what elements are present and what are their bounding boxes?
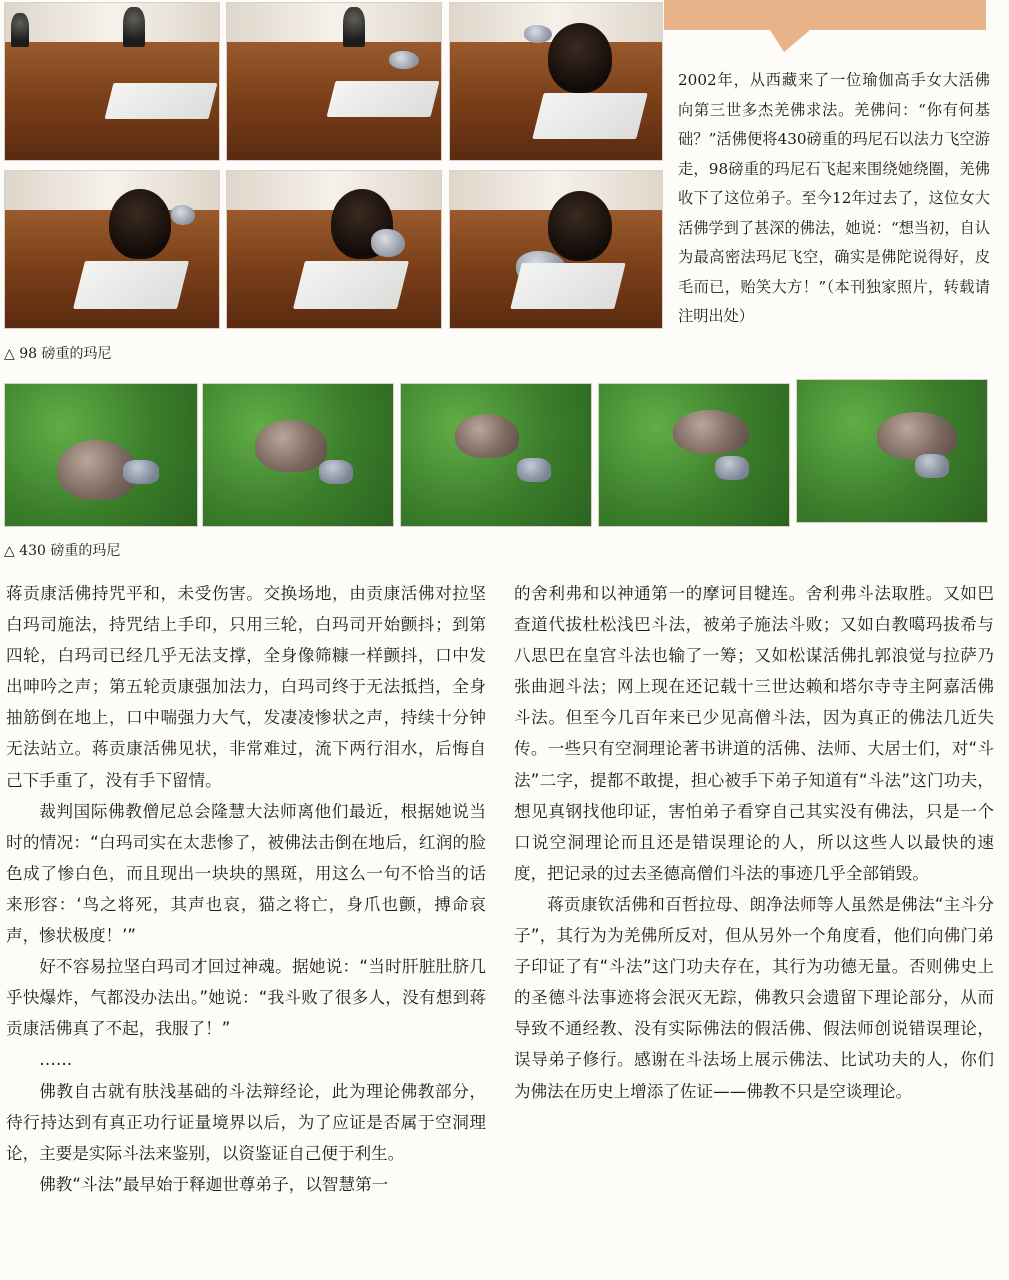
photo-98lb-3 bbox=[449, 2, 663, 161]
photo-98lb-2 bbox=[226, 2, 442, 161]
photo-430lb-3 bbox=[400, 383, 592, 527]
photo-story-caption: 2002年，从西藏来了一位瑜伽高手女大活佛向第三世多杰羌佛求法。羌佛问：“你有何基础？”活佛便将430磅重的玛尼石以法力飞空游走，98磅重的玛尼石飞起来围绕她绕圈，羌佛收下了这位弟子。至今12年过去了，这位女大活佛学到了甚深的佛法，她说：“想当初，自认为最高密法玛尼飞空，确实是佛陀说得好，皮毛而已，贻笑大方！”（本刊独家照片，转载请注明出处） bbox=[678, 71, 990, 325]
photo-98lb-4 bbox=[4, 170, 220, 329]
left-paragraph: 佛教“斗法”最早始于释迦世尊弟子，以智慧第一 bbox=[39, 1174, 389, 1194]
left-paragraph: 好不容易拉坚白玛司才回过神魂。据她说：“当时肝脏肚脐几乎快爆炸，气都没办法出。”她说：“我斗败了很多人，没有想到蒋贡康活佛真了不起，我服了！” bbox=[6, 957, 486, 1039]
caption-98lb: △ 98 磅重的玛尼 bbox=[4, 346, 112, 362]
left-paragraph: 裁判国际佛教僧尼总会隆慧大法师离他们最近，根据她说当时的情况：“白玛司实在太悲惨了，被佛法击倒在地后，红润的脸色成了惨白色，而且现出一块块的黑斑，用这么一句不恰当的话来形容：‘鸟之将死，其声也哀，猫之将亡，身爪也颤，搏命哀声，惨状极度！’” bbox=[6, 801, 486, 946]
article-left-column bbox=[6, 578, 486, 1200]
left-paragraph: …… bbox=[39, 1050, 73, 1070]
caption-bubble-bar bbox=[664, 0, 986, 30]
photo-430lb-5 bbox=[796, 379, 988, 523]
left-paragraph: 蒋贡康活佛持咒平和，未受伤害。交换场地，由贡康活佛对拉坚白玛司施法，持咒结上手印，只用三轮，白玛司开始颤抖；到第四轮，白玛司已经几乎无法支撑，全身像筛糠一样颤抖，口中发出呻吟之声；第五轮贡康强加法力，白玛司终于无法抵挡，全身抽筋倒在地上，口中喘强力大气，发凄凌惨状之声，持续十分钟无法站立。蒋贡康活佛见状，非常难过，流下两行泪水，后悔自己下手重了，没有手下留情。 bbox=[6, 584, 486, 790]
right-paragraph: 蒋贡康钦活佛和百哲拉母、朗净法师等人虽然是佛法“主斗分子”，其行为为羌佛所反对，但从另外一个角度看，他们向佛门弟子印证了有“斗法”这门功夫存在，其行为功德无量。否则佛史上的圣德斗法事迹将会泯灭无踪，佛教只会遗留下理论部分，从而导致不通经教、没有实际佛法的假活佛、假法师创说错误理论，误导弟子修行。感谢在斗法场上展示佛法、比试功夫的人，你们为佛法在历史上增添了佐证——佛教不只是空谈理论。 bbox=[514, 894, 994, 1101]
caption-bubble-tail bbox=[770, 30, 810, 52]
photo-430lb-1 bbox=[4, 383, 198, 527]
photo-430lb-4 bbox=[598, 383, 790, 527]
right-paragraph: 的舍利弗和以神通第一的摩诃目犍连。舍利弗斗法取胜。又如巴查道代拔杜松浅巴斗法，被弟子施法斗败；又如白教噶玛拔希与八思巴在皇宫斗法也输了一筹；又如松谋活佛扎郭浪觉与拉萨乃张曲迥斗法；网上现在还记载十三世达赖和塔尔寺寺主阿嘉活佛斗法。但至今几百年来已少见高僧斗法，因为真正的佛法几近失传。一些只有空洞理论著书讲道的活佛、法师、大居士们，对“斗法”二字，提都不敢提，担心被手下弟子知道有“斗法”这门功夫，想见真钢找他印证，害怕弟子看穿自己其实没有佛法，只是一个口说空洞理论而且还是错误理论的人，所以这些人以最快的速度，把记录的过去圣德高僧们斗法的事迹几乎全部销毁。 bbox=[514, 584, 994, 883]
photo-98lb-6 bbox=[449, 170, 663, 329]
caption-430lb: △ 430 磅重的玛尼 bbox=[4, 543, 121, 559]
photo-98lb-1 bbox=[4, 2, 220, 161]
left-paragraph: 佛教自古就有肤浅基础的斗法辩经论，此为理论佛教部分，待行持达到有真正功行证量境界以后，为了应证是否属于空洞理论，主要是实际斗法来鉴别，以资鉴证自己便于利生。 bbox=[6, 1081, 486, 1163]
article-right-column bbox=[514, 578, 994, 1107]
photo-98lb-5 bbox=[226, 170, 442, 329]
photo-430lb-2 bbox=[202, 383, 394, 527]
